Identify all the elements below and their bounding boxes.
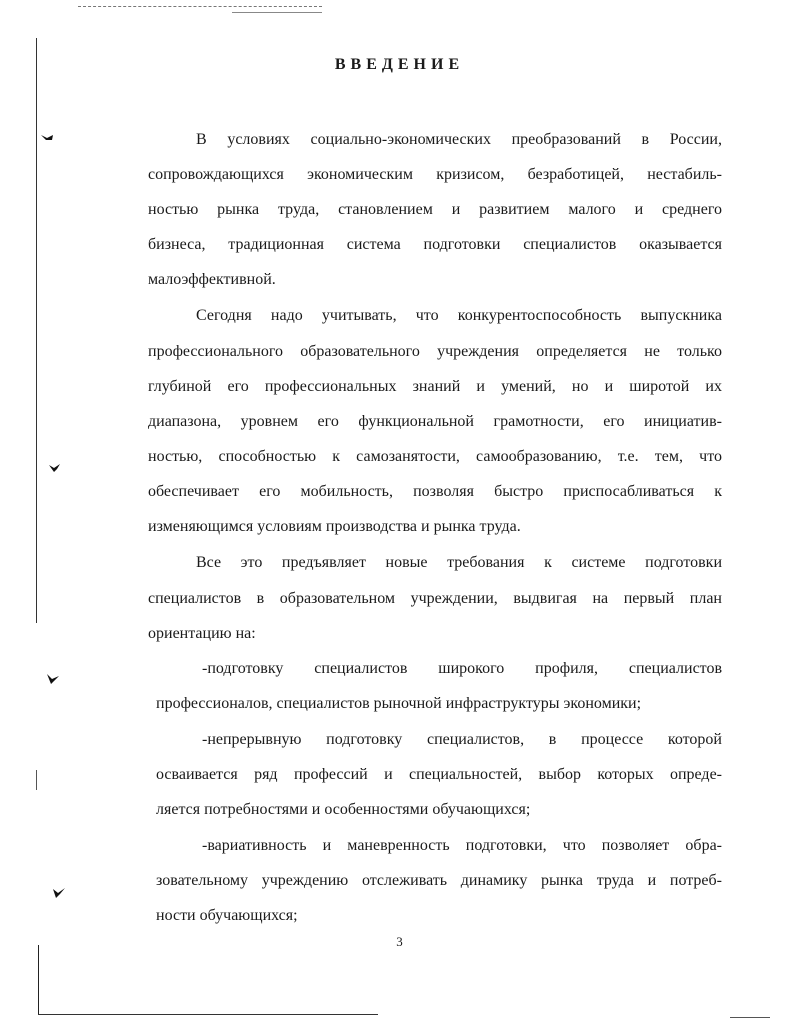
binding-hole-mark-icon — [48, 463, 62, 473]
scan-artifact-top-rule-short — [232, 12, 322, 13]
list-item-line: -непрерывную подготовку специалистов, в процессе которой — [202, 731, 722, 748]
scan-artifact-top-rule — [78, 6, 322, 7]
list-item-line: зовательному учреждению отслеживать динамику рынка труда и потреб- — [156, 872, 722, 889]
text-line: ностью, способностью к самозанятости, самообразованию, т.е. тем, что — [148, 448, 722, 465]
list-item-line: осваивается ряд профессий и специальностей, выбор которых опреде- — [156, 766, 722, 783]
page-title: ВВЕДЕНИЕ — [334, 56, 465, 73]
text-line: диапазона, уровнем его функциональной грамотности, его инициатив- — [148, 413, 722, 430]
list-item-line: ляется потребностями и особенностями обучающихся; — [156, 801, 531, 818]
scan-artifact-bottom-right-rule — [730, 1017, 770, 1018]
scan-artifact-margin-tick — [36, 770, 37, 790]
scan-artifact-bottom-rule — [38, 1014, 378, 1015]
text-line: обеспечивает его мобильность, позволяя быстро приспосабливаться к — [148, 483, 722, 500]
text-line: изменяющимся условиям производства и рынка труда. — [148, 518, 521, 535]
text-line: профессионального образовательного учреждения определяется не только — [148, 343, 722, 360]
text-line: специалистов в образовательном учреждении, выдвигая на первый план — [148, 590, 722, 607]
page-number: 3 — [396, 934, 403, 949]
scan-artifact-margin-line-bottom — [38, 945, 39, 1015]
text-line: Сегодня надо учитывать, что конкурентоспособность выпускника — [196, 307, 722, 324]
text-line: сопровождающихся экономическим кризисом, безработицей, нестабиль- — [148, 166, 722, 183]
binding-hole-mark-icon — [46, 673, 60, 683]
binding-hole-mark-icon — [52, 887, 66, 897]
text-line: Все это предъявляет новые требования к системе подготовки — [196, 554, 722, 571]
scan-artifact-margin-line — [36, 38, 37, 623]
text-line: ориентацию на: — [148, 625, 256, 642]
list-item-line: ности обучающихся; — [156, 907, 298, 924]
text-line: бизнеса, традиционная система подготовки специалистов оказывается — [148, 236, 722, 253]
list-item-line: -вариативность и маневренность подготовки, что позволяет обра- — [202, 837, 722, 854]
list-item-line: -подготовку специалистов широкого профиля, специалистов — [202, 660, 722, 677]
text-line: В условиях социально-экономических преобразований в России, — [196, 131, 722, 148]
text-line: малоэффективной. — [148, 271, 276, 288]
text-line: ностью рынка труда, становлением и развитием малого и среднего — [148, 201, 722, 218]
binding-hole-mark-icon — [40, 132, 54, 142]
text-line: глубиной его профессиональных знаний и умений, но и широтой их — [148, 378, 722, 395]
list-item-line: профессионалов, специалистов рыночной инфраструктуры экономики; — [156, 695, 642, 712]
